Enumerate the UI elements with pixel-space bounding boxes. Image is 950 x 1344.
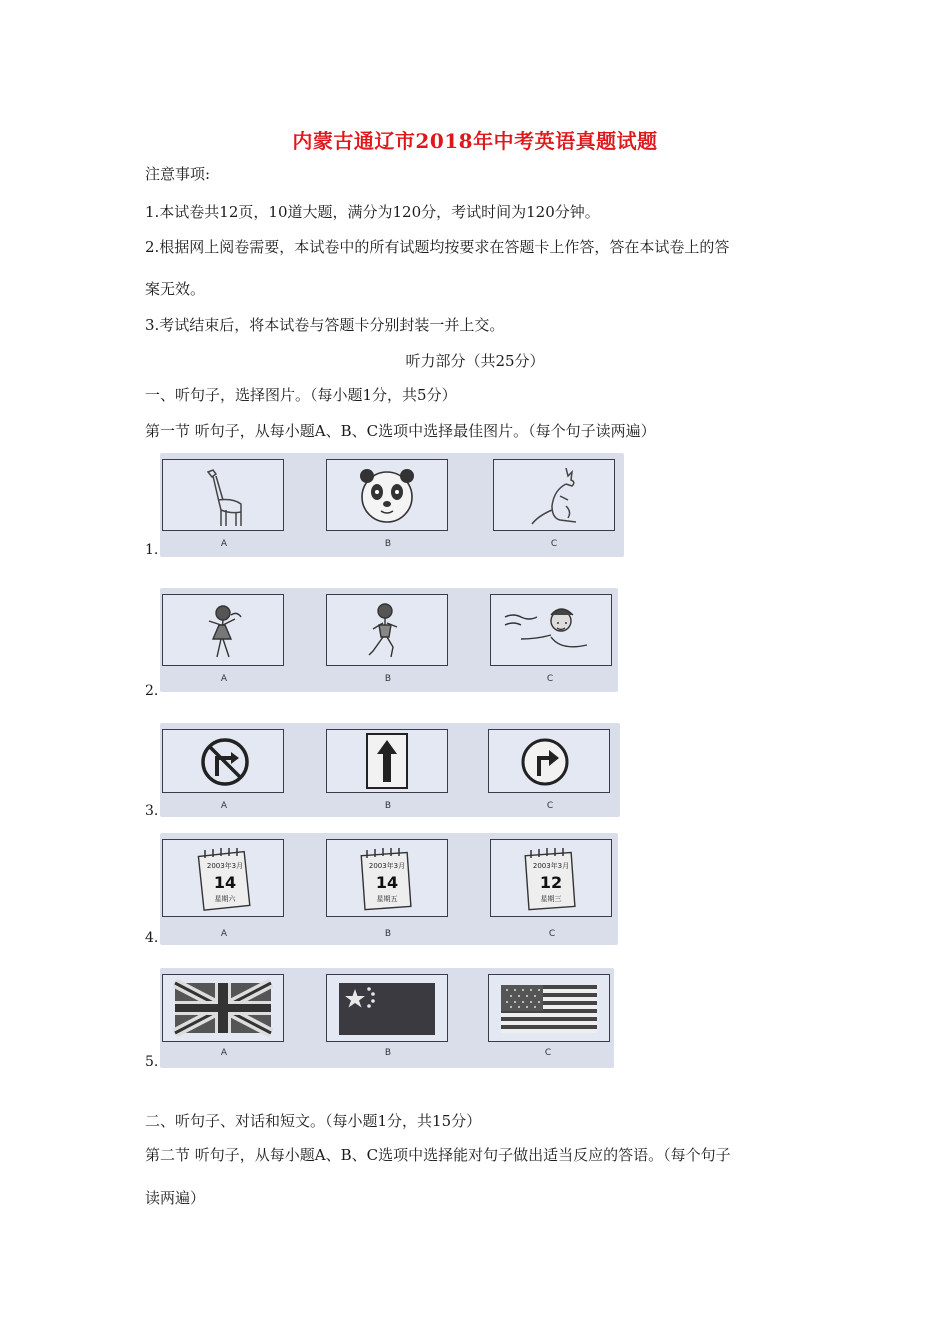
us-flag-icon [489, 975, 609, 1041]
question-5-images [160, 968, 614, 1068]
question-number: 2. [145, 683, 159, 699]
option-label: C [546, 801, 554, 811]
panda-icon [327, 460, 447, 530]
question-2-images [160, 588, 618, 692]
section2-instructions-cont: 读两遍） [145, 1189, 206, 1207]
option-a-image [162, 729, 284, 793]
option-label: C [544, 1048, 552, 1058]
option-label: A [220, 1048, 228, 1058]
question-4-images [160, 833, 618, 945]
option-label: B [384, 674, 392, 684]
option-c-image [490, 839, 612, 917]
option-a-image [162, 974, 284, 1042]
turn-right-icon [489, 730, 609, 792]
notice-heading: 注意事项: [145, 165, 211, 183]
option-label: C [550, 539, 558, 549]
option-label: C [548, 929, 556, 939]
option-a-image [162, 839, 284, 917]
china-flag-icon [327, 975, 447, 1041]
girl-singing-icon [163, 595, 283, 665]
question-number: 3. [145, 803, 159, 819]
section1-instructions: 第一节 听句子，从每小题A、B、C选项中选择最佳图片。（每个句子读两遍） [145, 422, 656, 440]
no-right-turn-icon [163, 730, 283, 792]
option-b-image [326, 729, 448, 793]
calendar-day: 14 [213, 873, 237, 892]
notice-item-2: 2.根据网上阅卷需要，本试卷中的所有试题均按要求在答题卡上作答，答在本试卷上的答 [145, 238, 730, 256]
section2-title: 二、听句子、对话和短文。（每小题1分，共15分） [145, 1112, 482, 1130]
calendar-day: 14 [375, 873, 399, 892]
notice-item-2-cont: 案无效。 [145, 280, 206, 298]
question-1-images [160, 453, 624, 557]
section1-title: 一、听句子，选择图片。（每小题1分，共5分） [145, 386, 457, 404]
girl-running-icon [327, 595, 447, 665]
uk-flag-icon [163, 975, 283, 1041]
question-number: 1. [145, 542, 159, 558]
calendar-header: 2003年3月 [368, 862, 406, 870]
option-label: B [384, 1048, 392, 1058]
page-title: 内蒙古通辽市2018年中考英语真题试题 [292, 129, 658, 153]
option-b-image [326, 459, 448, 531]
kangaroo-icon [494, 460, 614, 530]
option-label: A [220, 674, 228, 684]
option-c-image [488, 974, 610, 1042]
listening-part-title: 听力部分（共25分） [405, 352, 545, 370]
giraffe-icon [163, 460, 283, 530]
option-c-image [488, 729, 610, 793]
calendar-weekday: 星期六 [214, 895, 236, 903]
calendar-weekday: 星期五 [376, 895, 398, 903]
go-straight-icon [327, 730, 447, 792]
option-label: B [384, 539, 392, 549]
calendar-icon [491, 840, 611, 916]
option-a-image [162, 594, 284, 666]
option-label: B [384, 929, 392, 939]
notice-item-1: 1.本试卷共12页，10道大题，满分为120分，考试时间为120分钟。 [145, 203, 600, 221]
option-label: A [220, 539, 228, 549]
calendar-header: 2003年3月 [206, 862, 244, 870]
calendar-weekday: 星期三 [540, 895, 562, 903]
section2-instructions: 第二节 听句子，从每小题A、B、C选项中选择能对句子做出适当反应的答语。（每个句子 [145, 1146, 731, 1164]
option-label: A [220, 929, 228, 939]
calendar-header: 2003年3月 [532, 862, 570, 870]
calendar-icon [163, 840, 283, 916]
question-number: 4. [145, 930, 159, 946]
option-b-image [326, 594, 448, 666]
option-label: B [384, 801, 392, 811]
option-c-image [493, 459, 615, 531]
option-c-image [490, 594, 612, 666]
calendar-day: 12 [539, 873, 563, 892]
question-number: 5. [145, 1054, 159, 1070]
notice-item-3: 3.考试结束后，将本试卷与答题卡分别封装一并上交。 [145, 316, 505, 334]
option-label: C [546, 674, 554, 684]
option-b-image [326, 839, 448, 917]
option-b-image [326, 974, 448, 1042]
calendar-icon [327, 840, 447, 916]
girl-swimming-icon [491, 595, 611, 665]
question-3-images [160, 723, 620, 817]
option-label: A [220, 801, 228, 811]
option-a-image [162, 459, 284, 531]
